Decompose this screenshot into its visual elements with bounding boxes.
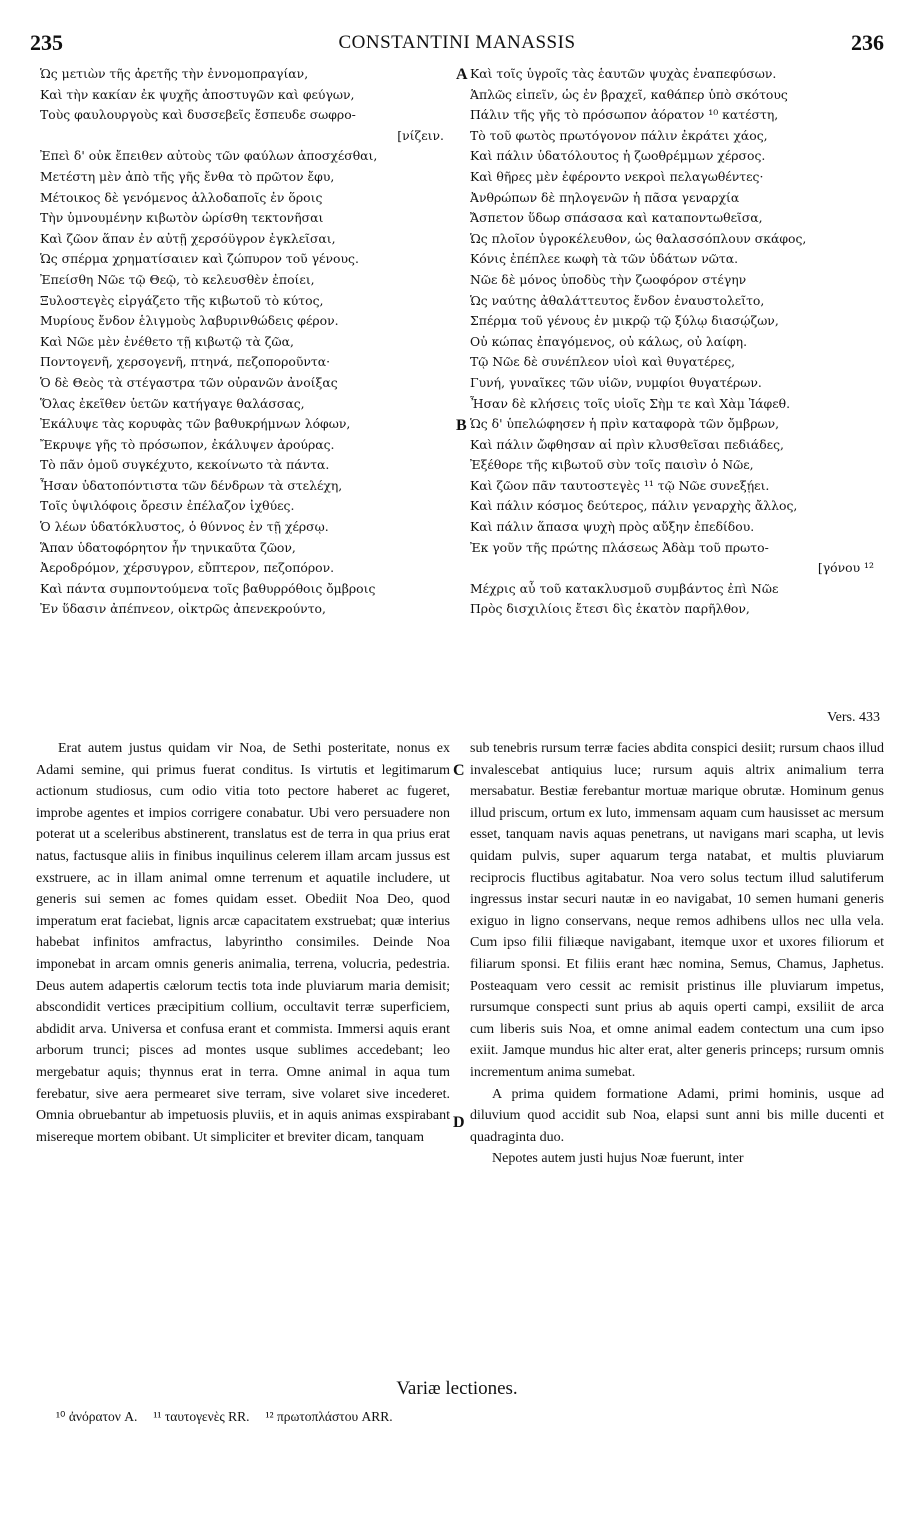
greek-text-left-column <box>40 64 458 620</box>
greek-verse-line: Ἐπείσθη Νῶε τῷ Θεῷ, τὸ κελευσθὲν ἐποίει, <box>40 271 315 287</box>
greek-verse-line: Μέτοικος δὲ γενόμενος ἀλλοδαποῖς ἐν ὅροις <box>40 189 323 205</box>
greek-verse-line: Μετέστη μὲν ἀπὸ τῆς γῆς ἔνθα τὸ πρῶτον ἔφυ, <box>40 168 335 184</box>
greek-verse-line: Καὶ πάλιν ἅπασα ψυχὴ πρὸς αὔξην ἐπεδίδου. <box>470 519 755 535</box>
latin-paragraph: A prima quidem formatione Adami, primi hominis, usque ad diluvium quod accidit sub Noa, elapsi sunt anni bis mille ducenti et quadraginta duo. <box>470 1086 884 1145</box>
greek-verse-line: Καὶ πάντα συμποντούμενα τοῖς βαθυρρόθοις ὄμβροις <box>40 580 376 596</box>
greek-verse-line: [νίζειν. <box>397 127 444 143</box>
greek-verse-line: Μυρίους ἔνδον ἑλιγμοὺς λαβυρινθώδεις φέρον. <box>40 313 339 329</box>
latin-paragraph: Erat autem justus quidam vir Noa, de Sethi posteritate, nonus ex Adami semine, qui primus fuerat conditus. Is virtutis et legitimarum actionum studiosus, cum odio vitia toto pectore haberet ac fugeret, improbe agentes et impios corrigere conabatur. Ubi vero persuadere non poterat ut a sceleribus abstinerent, translatus est de terra in qua prius erat natus, factusque aliis in finibus inquilinus celerem illam arcam jussus est exstruere, ac in illam animal omne terrenum et aquatile includere, ut generis sui semen ac fomes quidam esset. Obediit Noa Deo, quod imperatum erat faciebat, lignis arcæ capacitatem exstruebat; quæ interius habebat infinitos amfractus, labyrintho consimiles. Deinde Noa imponebat in arcam omnis generis animalia, terrena, volucria, pedestria. Deus autem adapertis cælorum tectis tota inde pluviarum maria demisit; abscondidit vertices præcipitium collium, occultavit terræ superficiem, abdidit arva. Universa et confusa erant et commista. Immersi aquis erant arborum trunci; pisces ad montes usque sublimes accedebant; leo mergebatur aquis; thynnus erat in terra. Omne animal in aqua tum ferebatur, sive aera permearet sive terram, sive volaret sive incederet. Omnia obruebantur ab impetuosis pluviis, et in aquis animas exspirabant misereque mortem obibant. Ut simpliciter et breviter dicam, tanquam <box>36 741 450 1145</box>
greek-verse-line: Ἀνθρώπων δὲ πηλογενῶν ἡ πᾶσα γεναρχία <box>470 189 740 205</box>
greek-verse-line: Ἦσαν ὑδατοπόντιστα τῶν δένδρων τὰ στελέχη, <box>40 477 343 493</box>
greek-verse-line: Καὶ ζῶον ἅπαν ἐν αὐτῇ χερσόϋγρον ἐγκλεῖσαι, <box>40 230 336 246</box>
greek-verse-line: Καὶ θῆρες μὲν ἐφέροντο νεκροὶ πελαγωθέντες· <box>470 168 764 184</box>
greek-verse-line: Ὡς μετιὼν τῆς ἀρετῆς τὴν ἐννομοπραγίαν, <box>40 66 309 81</box>
greek-verse-line: Ξυλοστεγὲς εἰργάζετο τῆς κιβωτοῦ τὸ κύτος, <box>40 292 324 308</box>
variae-lectiones-notes <box>56 1409 409 1425</box>
greek-verse-line: Ἁπλῶς εἰπεῖν, ὡς ἐν βραχεῖ, καθάπερ ὑπὸ σκότους <box>470 86 788 102</box>
greek-verse-line: Ἦσαν δὲ κλήσεις τοῖς υἱοῖς Σὴμ τε καὶ Χὰμ Ἰάφεθ. <box>470 395 791 411</box>
greek-verse-line: [γόνου ¹² <box>817 560 874 576</box>
margin-marker-d: D <box>453 1114 465 1131</box>
greek-verse-line: Καὶ τοῖς ὑγροῖς τὰς ἑαυτῶν ψυχὰς ἐναπεφύσων. <box>470 66 777 81</box>
greek-verse-line: Καὶ πάλιν κόσμος δεύτερος, πάλιν γεναρχὴς ἄλλος, <box>470 498 798 514</box>
greek-verse-line: Τῷ Νῶε δὲ συνέπλεον υἱοὶ καὶ θυγατέρες, <box>470 354 736 370</box>
greek-verse-line: Ὡς ναύτης ἀθαλάττευτος ἔνδον ἐναυστολεῖτο, <box>470 292 765 308</box>
page-header <box>30 30 884 60</box>
greek-verse-line: Ἐξέθορε τῆς κιβωτοῦ σὺν τοῖς παισὶν ὁ Νῶε, <box>470 457 754 473</box>
greek-verse-line: Καὶ ζῶον πᾶν ταυτοστεγὲς ¹¹ τῷ Νῶε συνεξῄει. <box>470 477 770 493</box>
variant-reading-note: ¹¹ ταυτογενὲς RR. <box>153 1409 250 1424</box>
greek-verse-line: Ἔκρυψε γῆς τὸ πρόσωπον, ἐκάλυψεν ἀρούρας. <box>40 436 335 452</box>
greek-verse-line: Ἄσπετον ὕδωρ σπάσασα καὶ καταποντωθεῖσα, <box>470 210 763 226</box>
greek-verse-line: Σπέρμα τοῦ γένους ἐν μικρῷ τῷ ξύλῳ διασῴζων, <box>470 313 779 329</box>
latin-translation-right-column <box>470 738 884 1170</box>
greek-verse-line: Νῶε δὲ μόνος ὑποδὺς τὴν ζωοφόρον στέγην <box>470 271 747 287</box>
greek-verse-line: Ὁ λέων ὑδατόκλυστος, ὁ θύννος ἐν τῇ χέρσῳ. <box>40 519 329 535</box>
greek-verse-line: Καὶ πάλιν ὑδατόλουτος ἡ ζωοθρέμμων χέρσος. <box>470 148 766 164</box>
greek-verse-line: Καὶ Νῶε μὲν ἐνέθετο τῇ κιβωτῷ τὰ ζῶα, <box>40 333 294 349</box>
greek-verse-line: Γυνή, γυναῖκες τῶν υἱῶν, νυμφίοι θυγατέρων. <box>470 374 762 390</box>
greek-verse-line: Ἅπαν ὑδατοφόρητον ἦν τηνικαῦτα ζῶον, <box>40 539 296 555</box>
running-title: CONSTANTINI MANASSIS <box>338 32 576 53</box>
greek-verse-line: Τὴν ὑμνουμένην κιβωτὸν ὠρίσθη τεκτονῆσαι <box>40 210 324 226</box>
greek-verse-line: Ὁ δὲ Θεὸς τὰ στέγαστρα τῶν οὐρανῶν ἀνοίξας <box>40 374 338 390</box>
greek-verse-line: Ὡς σπέρμα χρηματίσαιεν καὶ ζώπυρον τοῦ γένους. <box>40 251 359 267</box>
left-page-number: 235 <box>30 30 63 55</box>
greek-verse-line: Πάλιν τῆς γῆς τὸ πρόσωπον ἀόρατον ¹⁰ κατέστη, <box>470 107 779 123</box>
latin-translation-left-column <box>36 738 450 1148</box>
greek-verse-line: Ἐκ γοῦν τῆς πρώτης πλάσεως Ἀδὰμ τοῦ πρωτο- <box>470 539 769 555</box>
greek-verse-line: Ὅλας ἐκεῖθεν ὑετῶν κατήγαγε θαλάσσας, <box>40 395 305 411</box>
greek-verse-line: Ἐκάλυψε τὰς κορυφὰς τῶν βαθυκρήμνων λόφων, <box>40 416 351 432</box>
latin-paragraph: sub tenebris rursum terræ facies abdita conspici desiit; rursum chaos illud invalescebat antiquius luce; rursum aquis altrix animalium terra mersabatur. Bestiæ ferebantur mortuæ marique obrutæ. Hominum genus illud priscum, ortum ex luto, immensam aquam cum hausisset ac mersum esset, tanquam navis aquas penetrans, ut navigans mari scapha, ut levis quidam pulvis, super aquarum terga natabat, et multis pluviarum reciprocis fluctibus agitabatur. Noa vero solus tectum illud salutiferum ingressus instar securi nautæ in eo navigabat, 10 semen humani generis exiguo in ligno conservans, neque remos adhibens ullos nec ulla vela. Cum ipso filii filiæque navigabant, itemque uxor et uxores filiorum et filiarum sponsi. Et filiis erant hæc nomina, Semus, Chamus, Japhetus. Posteaquam vero cessit ac remisit pristinus ille pluviarum impetus, rursumque conspecti sunt prius ab aquis operti campi, exsiliit de arca cum liberis suis Noa, et omne animal eadem contectum una cum ipso exiit. Jamque mundus hic alter erat, alter generis princeps; rursum omnis incrementum anima sumebat. <box>470 741 884 1080</box>
greek-verse-line: Ἀεροδρόμον, χέρσυγρον, εὔπτερον, πεζοπόρον. <box>40 560 335 576</box>
greek-verse-line: Οὐ κώπας ἐπαγόμενος, οὐ κάλως, οὐ λαίφη. <box>470 333 748 349</box>
greek-verse-line: Τὸ τοῦ φωτὸς πρωτόγονον πάλιν ἐκράτει χάος, <box>470 127 768 143</box>
greek-verse-line: Ποντογενῆ, χερσογενῆ, πτηνά, πεζοποροῦντα· <box>40 354 331 370</box>
greek-verse-line: Τοὺς φαυλουργοὺς καὶ δυσσεβεῖς ἔσπευδε σωφρο- <box>40 107 356 123</box>
variant-reading-note: ¹⁰ ἀνόρατον A. <box>56 1409 138 1424</box>
greek-verse-line: Ὡς πλοῖον ὑγροκέλευθον, ὡς θαλασσόπλουν σκάφος, <box>470 230 807 246</box>
greek-verse-line: Καὶ τὴν κακίαν ἐκ ψυχῆς ἀποστυγῶν καὶ φεύγων, <box>40 86 355 102</box>
margin-marker-c: C <box>453 762 465 779</box>
greek-verse-line: Μέχρις αὖ τοῦ κατακλυσμοῦ συμβάντος ἐπὶ Νῶε <box>470 580 779 596</box>
greek-verse-line: Ἐπεὶ δ' οὐκ ἔπειθεν αὐτοὺς τῶν φαύλων ἀποσχέσθαι, <box>40 148 378 164</box>
variae-lectiones-heading: Variæ lectiones. <box>396 1378 518 1399</box>
greek-verse-line: Τὸ πᾶν ὁμοῦ συγκέχυτο, κεκοίνωτο τὰ πάντα. <box>40 457 330 473</box>
greek-verse-line: Τοῖς ὑψιλόφοις ὄρεσιν ἐπέλαζον ἰχθύες. <box>40 498 295 514</box>
margin-marker-a: A <box>456 66 468 83</box>
greek-verse-line: Κόνις ἐπέπλεε κωφὴ τὰ τῶν ὑδάτων νῶτα. <box>470 251 739 267</box>
greek-verse-line: Ἐν ὕδασιν ἀπέπνεον, οἰκτρῶς ἀπενεκρούντο, <box>40 601 326 617</box>
greek-text-right-column <box>470 64 888 620</box>
right-page-number: 236 <box>851 30 884 55</box>
variant-reading-note: ¹² πρωτοπλάστου ARR. <box>265 1409 393 1424</box>
verse-number-label: Vers. 433 <box>827 710 880 725</box>
greek-verse-line: Ὡς δ' ὑπελώφησεν ἡ πρὶν καταφορὰ τῶν ὄμβρων, <box>470 416 780 432</box>
greek-verse-line: Πρὸς δισχιλίοις ἔτεσι δὶς ἑκατὸν παρῆλθον, <box>470 601 750 617</box>
latin-paragraph: Nepotes autem justi hujus Noæ fuerunt, inter <box>492 1151 744 1167</box>
margin-marker-b: B <box>456 417 467 434</box>
greek-verse-line: Καὶ πάλιν ὤφθησαν αἱ πρὶν κλυσθεῖσαι πεδιάδες, <box>470 436 784 452</box>
